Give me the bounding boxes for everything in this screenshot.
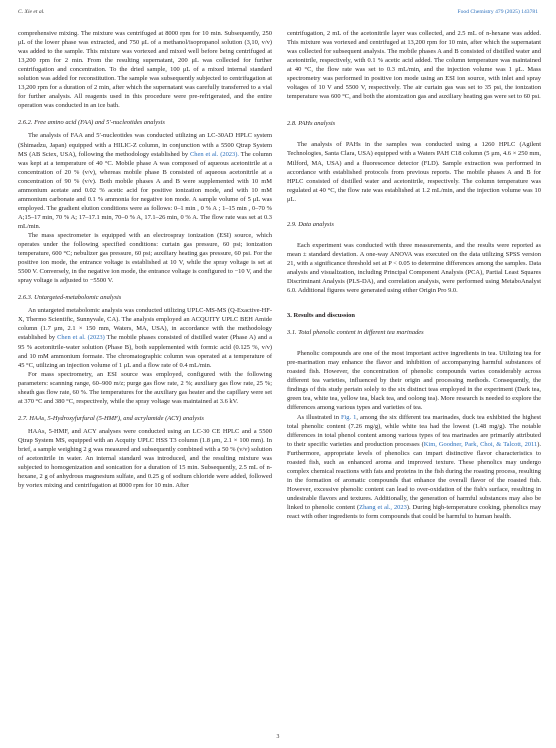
text: As illustrated in (297, 413, 341, 421)
text: The analysis of FAA and 5′-nucleotides was conducted utilizing an LC-30AD HPLC system (Shimadzu, Japan) equipped with a HILIC-Z column, in conjunction with a 5500 Qtrap System MS (AB Sciex, USA), following the methodology established by (18, 132, 272, 158)
citation-link[interactable]: Chen et al. (2023) (57, 334, 105, 342)
page-number: 3 (276, 734, 280, 740)
left-column (18, 29, 272, 490)
section-heading-3-1: 3.1. Total phenolic content in different tea marinades (287, 329, 424, 337)
running-header-journal[interactable]: Food Chemistry 479 (2025) 143781 (457, 9, 538, 15)
text: The column was kept at a temperature of 40 °C. Mobile phase A was composed of aqueous acetonitrile at a concentration of 20 % (v/v), whereas mobile phase B consisted of aqueous acetonitrile at a concentration of 90 % (v/v). Both mobile phases A and B were supplemented with 10 mM ammonium acetate and 0.02 % acetic acid for positive ionization mode, and with 10 mM ammonium carbonate and 0.1 % ammonia for negative ion mode. A sample volume of 5 μL was employed. The gradient elution conditions were as follows: 0–1 min , 0 % A ; 1–15 min , 0–70 % A;15–17 min, 70 % A; 17–17.1 min, 70–0 % A, 17.1–26 min, 0 % A. The flow rate was set at 0.3 mL/min. (18, 150, 272, 230)
paragraph: comprehensive mixing. The mixture was centrifuged at 8000 rpm for 10 min. Subsequently, 250 μL of the lower phase was extracted, and 750 μL of a methanol/isopropanol solution (3,10, v/v) was added to the sample. This mixture was vortexed and mixed well before being centrifuged at 13,200 rpm for 2 min. From the resulting supernatant, 200 μL was collected for further centrifugation and concentration. To the dried sample, 100 μL of a mixed internal standard solution was added for reconstitution. The sample was subsequently subjected to centrifugation at 13,200 rpm for a duration of 2 min, after which the supernatant was carefully transferred to a vial for further analysis. All reagents used in this procedure were pre-refrigerated, and the entire operation was conducted in an ice bath. (18, 30, 272, 110)
paragraph: centrifugation, 2 mL of the acetonitrile layer was collected, and 2.5 mL of n-hexane was added. This mixture was vortexed and centrifuged at 13,200 rpm for 10 min, after which the supernatant was collected for subsequent analysis. The mobile phases A and B consisted of distilled water and acetonitrile, respectively, with 0.1 % acetic acid added. The column temperature was maintained at 40 °C, the flow rate was set to 0.3 mL/min, and the injection volume was 1 μL. Mass spectrometry was performed in positive ion mode using an ESI ion source, with inlet and spray voltages of 10 V and 5500 V, respectively. The air curtain gas was set to 35 psi, the ionization temperature was 600 °C, and both the atomization gas and auxiliary heating gas were set to 60 psi. (287, 30, 541, 101)
paragraph: The analysis of PAHs in the samples was conducted using a 1260 HPLC (Agilent Technologies, Santa Clara, USA) equipped with a Waters PAH C18 column (5 μm, 4.6 × 250 mm, Milford, MA, USA) and a fluorescence detector (FLD). Sample extraction was performed in accordance with established protocols from previous reports. The mobile phases A and B for HPLC consisted of distilled water and acetonitrile, respectively. The column temperature was regulated at 40 °C, the flow rate was established at 1.2 mL/min, and the injection volume was 10 μL. (287, 141, 541, 203)
section-heading-2-8: 2.8. PAHs analysis (287, 120, 336, 128)
figure-link[interactable]: Fig. 1 (340, 413, 357, 421)
running-header-authors: C. Xie et al. (18, 9, 45, 15)
section-heading-2-6-2: 2.6.2. Free amino acid (FAA) and 5′-nucleotides analysis (18, 119, 165, 127)
section-heading-2-7: 2.7. HAAs, 5-Hydroxyfurfural (5-HMF), and acrylamide (ACY) analysis (18, 414, 204, 422)
citation-link[interactable]: Chen et al. (2023). (190, 150, 239, 158)
citation-link[interactable]: Kim, Goodner, Park, Choi, & Talcott, 2011 (423, 440, 538, 448)
section-heading-2-6-3: 2.6.3. Untargeted-metabolomic analysis (18, 294, 122, 302)
text: The mobile phases consisted of distilled water (Phase A) and a 95 % acetonitrile-water solution (Phase B), both supplemented with formic acid (0.125 %, v/v) and 10 mM ammonium formate. The chromatographic column was operated at a temperature of 45 °C, utilizing an injection volume of 1 μL and a flow rate of 0.4 mL/min. (18, 334, 272, 369)
paragraph: The mass spectrometer is equipped with an electrospray ionization (ESI) source, which operates under the following specified conditions: curtain gas pressure, 60 psi; ionization temperature, 600 °C; nebulizer gas pressure, 60 psi; auxiliary heating gas pressure, 60 psi. For the positive ion mode, the entrance voltage is established at 10 V, while the spray voltage is set at 5500 V. Conversely, in the negative ion mode, the entrance voltage is configured to −10 V, and the spray voltage is adjusted to −5500 V. (18, 231, 272, 285)
right-column (287, 29, 541, 521)
paragraph (287, 413, 541, 522)
section-heading-3: 3. Results and discussion (287, 312, 355, 320)
paragraph: For mass spectrometry, an ESI source was employed, configured with the following parameters: scanning range, 60–900 m/z; purge gas flow rate, 2 %; auxiliary gas flow rate, 25 %; sheath gas flow rate, 60 %. The temperatures for the auxiliary gas heater and the capillary were set at 370 °C and 380 °C, respectively, while the spray voltage was maintained at 3.6 kV. (18, 370, 272, 405)
citation-link[interactable]: Zhang et al., 2023 (359, 503, 407, 511)
text: ). During high-temperature cooking, phenolics may react with other ingredients to form compounds that could be harmful to human health. (287, 503, 542, 521)
paragraph (18, 131, 272, 231)
paragraph (18, 306, 272, 369)
text: An untargeted metabolomic analysis was conducted utilizing UPLC-MS-MS (Q-Exactive-HF-X, Thermo Scientific, Sunnyvale, CA). The analysis employed an ACQUITY UPLC BEH Amide column (1.7 μm, 2.1 × 150 mm, Waters, MA, USA), in accordance with the methodology established by (18, 307, 272, 342)
paragraph: Phenolic compounds are one of the most important active ingredients in tea. Utilizing tea for pre-marination may enhance the flavor and inhibition of accompanying harmful substances of roasted fish. However, the concentration of phenolic compounds varies considerably across different tea varieties, influenced by their origin and processing methods. Consequently, the findings of this study pertain solely to the six distinct teas employed in the experiment (Dark tea, green tea, white tea, yellow tea, black tea, and oolong tea). More research is needed to explore the differences among various types and varieties of tea. (287, 350, 541, 412)
paragraph: HAAs, 5-HMF, and ACY analyses were conducted using an LC-30 CE HPLC and a 5500 Qtrap System MS, equipped with an Acquity UPLC HSS T3 column (1.8 μm, 2.1 × 100 mm). In brief, a sample weighing 2 g was measured and subsequently combined with a 50 % (v/v) solution of acetonitrile in water. An internal standard was introduced, and the resulting mixture was subjected to homogenization and sonication for a duration of 15 min. Subsequently, 2.5 mL of n-hexane, 2 g of anhydrous magnesium sulfate, and 0.25 g of sodium chloride were added, followed by vortex mixing and centrifugation at 8000 rpm for 10 min. After (18, 427, 272, 490)
text: , among the six different tea marinades, duck tea exhibited the highest total phenolic content (7.26 mg/g), while white tea had the lowest (1.48 mg/g). The notable differences in total phenol content among various types of tea marinades are primarily attributed to their specific varieties and production processes ( (287, 413, 542, 448)
text: ). Furthermore, appropriate levels of phenolics can impart distinctive flavor characteristics to roasted fish, such as enhanced aroma and improved texture. These phenolics may undergo complex chemical reactions with fats and proteins in the fish during the roasting process, resulting in the formation of aromatic compounds that enhance the overall flavor of the roasted fish. However, excessive phenolic content can lead to over-oxidation of the fish's surface, resulting in undesirable flavors and textures. Additionally, the generation of harmful substances may also be linked to phenolic content ( (287, 440, 542, 511)
section-heading-2-9: 2.9. Data analysis (287, 220, 334, 228)
paragraph: Each experiment was conducted with three measurements, and the results were reported as mean ± standard deviation. A one-way ANOVA was executed on the data utilizing SPSS version 21, with a significance threshold set at P < 0.05 to determine differences among the samples. Data analysis and visualization, including Principal Component Analysis (PCA), Partial Least Squares Discriminant Analysis (PLS-DA), and correlation analysis, were performed using MetaboAnalyst 6.0. Additional figures were generated using either Origin Pro 9.0. (287, 241, 541, 295)
